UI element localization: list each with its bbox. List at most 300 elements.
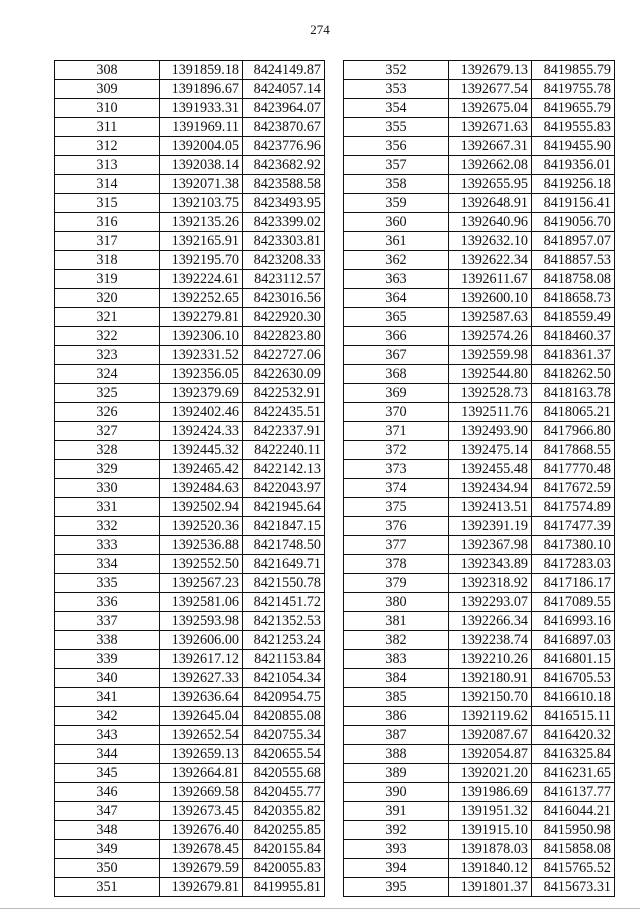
x-coordinate-cell: 1392664.81 bbox=[160, 764, 243, 783]
y-coordinate-cell: 8418658.73 bbox=[532, 289, 615, 308]
x-coordinate-cell: 1392659.13 bbox=[160, 745, 243, 764]
x-coordinate-cell: 1392669.58 bbox=[160, 783, 243, 802]
y-coordinate-cell: 8420055.83 bbox=[243, 859, 325, 878]
point-number-cell: 328 bbox=[55, 441, 160, 460]
point-number-cell: 368 bbox=[344, 365, 449, 384]
point-number-cell: 327 bbox=[55, 422, 160, 441]
table-row bbox=[55, 61, 325, 80]
table-row bbox=[55, 441, 325, 460]
table-row bbox=[344, 821, 615, 840]
table-row bbox=[344, 156, 615, 175]
table-row bbox=[55, 384, 325, 403]
x-coordinate-cell: 1392511.76 bbox=[449, 403, 532, 422]
point-number-cell: 394 bbox=[344, 859, 449, 878]
y-coordinate-cell: 8417380.10 bbox=[532, 536, 615, 555]
point-number-cell: 383 bbox=[344, 650, 449, 669]
x-coordinate-cell: 1392165.91 bbox=[160, 232, 243, 251]
y-coordinate-cell: 8417574.89 bbox=[532, 498, 615, 517]
point-number-cell: 384 bbox=[344, 669, 449, 688]
y-coordinate-cell: 8419056.70 bbox=[532, 213, 615, 232]
point-number-cell: 350 bbox=[55, 859, 160, 878]
x-coordinate-cell: 1392318.92 bbox=[449, 574, 532, 593]
y-coordinate-cell: 8422727.06 bbox=[243, 346, 325, 365]
point-number-cell: 336 bbox=[55, 593, 160, 612]
y-coordinate-cell: 8419955.81 bbox=[243, 878, 325, 897]
x-coordinate-cell: 1392004.05 bbox=[160, 137, 243, 156]
point-number-cell: 356 bbox=[344, 137, 449, 156]
table-row bbox=[344, 99, 615, 118]
point-number-cell: 342 bbox=[55, 707, 160, 726]
x-coordinate-cell: 1392402.46 bbox=[160, 403, 243, 422]
x-coordinate-cell: 1391896.67 bbox=[160, 80, 243, 99]
x-coordinate-cell: 1392528.73 bbox=[449, 384, 532, 403]
x-coordinate-cell: 1391933.31 bbox=[160, 99, 243, 118]
y-coordinate-cell: 8416325.84 bbox=[532, 745, 615, 764]
y-coordinate-cell: 8415673.31 bbox=[532, 878, 615, 897]
y-coordinate-cell: 8416231.65 bbox=[532, 764, 615, 783]
table-row bbox=[55, 764, 325, 783]
y-coordinate-cell: 8418957.07 bbox=[532, 232, 615, 251]
table-row bbox=[344, 118, 615, 137]
point-number-cell: 391 bbox=[344, 802, 449, 821]
y-coordinate-cell: 8417186.17 bbox=[532, 574, 615, 593]
point-number-cell: 366 bbox=[344, 327, 449, 346]
x-coordinate-cell: 1392391.19 bbox=[449, 517, 532, 536]
y-coordinate-cell: 8416993.16 bbox=[532, 612, 615, 631]
coordinates-table-left bbox=[54, 60, 325, 897]
x-coordinate-cell: 1392224.61 bbox=[160, 270, 243, 289]
table-row bbox=[55, 536, 325, 555]
point-number-cell: 339 bbox=[55, 650, 160, 669]
x-coordinate-cell: 1392627.33 bbox=[160, 669, 243, 688]
table-row bbox=[344, 365, 615, 384]
table-row bbox=[344, 327, 615, 346]
y-coordinate-cell: 8422337.91 bbox=[243, 422, 325, 441]
y-coordinate-cell: 8416610.18 bbox=[532, 688, 615, 707]
point-number-cell: 308 bbox=[55, 61, 160, 80]
table-row bbox=[55, 745, 325, 764]
table-row bbox=[344, 308, 615, 327]
table-row bbox=[344, 593, 615, 612]
table-row bbox=[55, 156, 325, 175]
point-number-cell: 363 bbox=[344, 270, 449, 289]
y-coordinate-cell: 8416515.11 bbox=[532, 707, 615, 726]
table-row bbox=[55, 479, 325, 498]
table-row bbox=[344, 669, 615, 688]
point-number-cell: 376 bbox=[344, 517, 449, 536]
point-number-cell: 347 bbox=[55, 802, 160, 821]
x-coordinate-cell: 1392252.65 bbox=[160, 289, 243, 308]
y-coordinate-cell: 8420255.85 bbox=[243, 821, 325, 840]
x-coordinate-cell: 1392587.63 bbox=[449, 308, 532, 327]
y-coordinate-cell: 8422435.51 bbox=[243, 403, 325, 422]
x-coordinate-cell: 1392021.20 bbox=[449, 764, 532, 783]
point-number-cell: 310 bbox=[55, 99, 160, 118]
y-coordinate-cell: 8420455.77 bbox=[243, 783, 325, 802]
point-number-cell: 353 bbox=[344, 80, 449, 99]
table-row bbox=[55, 821, 325, 840]
x-coordinate-cell: 1392655.95 bbox=[449, 175, 532, 194]
point-number-cell: 330 bbox=[55, 479, 160, 498]
y-coordinate-cell: 8421352.53 bbox=[243, 612, 325, 631]
point-number-cell: 357 bbox=[344, 156, 449, 175]
point-number-cell: 388 bbox=[344, 745, 449, 764]
table-row bbox=[344, 270, 615, 289]
table-row bbox=[55, 422, 325, 441]
y-coordinate-cell: 8416420.32 bbox=[532, 726, 615, 745]
x-coordinate-cell: 1392536.88 bbox=[160, 536, 243, 555]
point-number-cell: 369 bbox=[344, 384, 449, 403]
table-row bbox=[344, 346, 615, 365]
y-coordinate-cell: 8423112.57 bbox=[243, 270, 325, 289]
point-number-cell: 375 bbox=[344, 498, 449, 517]
x-coordinate-cell: 1392662.08 bbox=[449, 156, 532, 175]
x-coordinate-cell: 1392150.70 bbox=[449, 688, 532, 707]
table-row bbox=[344, 688, 615, 707]
point-number-cell: 335 bbox=[55, 574, 160, 593]
x-coordinate-cell: 1392465.42 bbox=[160, 460, 243, 479]
point-number-cell: 312 bbox=[55, 137, 160, 156]
point-number-cell: 382 bbox=[344, 631, 449, 650]
x-coordinate-cell: 1392195.70 bbox=[160, 251, 243, 270]
point-number-cell: 346 bbox=[55, 783, 160, 802]
table-row bbox=[344, 536, 615, 555]
y-coordinate-cell: 8421649.71 bbox=[243, 555, 325, 574]
y-coordinate-cell: 8422532.91 bbox=[243, 384, 325, 403]
y-coordinate-cell: 8423399.02 bbox=[243, 213, 325, 232]
point-number-cell: 359 bbox=[344, 194, 449, 213]
y-coordinate-cell: 8421451.72 bbox=[243, 593, 325, 612]
table-row bbox=[344, 403, 615, 422]
point-number-cell: 349 bbox=[55, 840, 160, 859]
point-number-cell: 362 bbox=[344, 251, 449, 270]
table-row bbox=[55, 593, 325, 612]
x-coordinate-cell: 1392667.31 bbox=[449, 137, 532, 156]
table-row bbox=[55, 840, 325, 859]
point-number-cell: 322 bbox=[55, 327, 160, 346]
table-row bbox=[55, 346, 325, 365]
x-coordinate-cell: 1392413.51 bbox=[449, 498, 532, 517]
x-coordinate-cell: 1392622.34 bbox=[449, 251, 532, 270]
x-coordinate-cell: 1391951.32 bbox=[449, 802, 532, 821]
table-row bbox=[55, 175, 325, 194]
y-coordinate-cell: 8422630.09 bbox=[243, 365, 325, 384]
y-coordinate-cell: 8418559.49 bbox=[532, 308, 615, 327]
table-row bbox=[344, 726, 615, 745]
x-coordinate-cell: 1392673.45 bbox=[160, 802, 243, 821]
x-coordinate-cell: 1392180.91 bbox=[449, 669, 532, 688]
y-coordinate-cell: 8421945.64 bbox=[243, 498, 325, 517]
x-coordinate-cell: 1392675.04 bbox=[449, 99, 532, 118]
point-number-cell: 325 bbox=[55, 384, 160, 403]
x-coordinate-cell: 1392475.14 bbox=[449, 441, 532, 460]
y-coordinate-cell: 8421847.15 bbox=[243, 517, 325, 536]
table-row bbox=[344, 498, 615, 517]
y-coordinate-cell: 8420855.08 bbox=[243, 707, 325, 726]
point-number-cell: 360 bbox=[344, 213, 449, 232]
y-coordinate-cell: 8421550.78 bbox=[243, 574, 325, 593]
point-number-cell: 343 bbox=[55, 726, 160, 745]
point-number-cell: 392 bbox=[344, 821, 449, 840]
x-coordinate-cell: 1392559.98 bbox=[449, 346, 532, 365]
x-coordinate-cell: 1392520.36 bbox=[160, 517, 243, 536]
point-number-cell: 377 bbox=[344, 536, 449, 555]
x-coordinate-cell: 1392679.13 bbox=[449, 61, 532, 80]
x-coordinate-cell: 1392038.14 bbox=[160, 156, 243, 175]
y-coordinate-cell: 8421253.24 bbox=[243, 631, 325, 650]
y-coordinate-cell: 8419755.78 bbox=[532, 80, 615, 99]
y-coordinate-cell: 8419655.79 bbox=[532, 99, 615, 118]
table-row bbox=[55, 194, 325, 213]
y-coordinate-cell: 8416897.03 bbox=[532, 631, 615, 650]
x-coordinate-cell: 1392356.05 bbox=[160, 365, 243, 384]
y-coordinate-cell: 8417477.39 bbox=[532, 517, 615, 536]
x-coordinate-cell: 1392645.04 bbox=[160, 707, 243, 726]
y-coordinate-cell: 8416801.15 bbox=[532, 650, 615, 669]
x-coordinate-cell: 1392087.67 bbox=[449, 726, 532, 745]
x-coordinate-cell: 1392652.54 bbox=[160, 726, 243, 745]
point-number-cell: 358 bbox=[344, 175, 449, 194]
table-row bbox=[55, 80, 325, 99]
x-coordinate-cell: 1391986.69 bbox=[449, 783, 532, 802]
x-coordinate-cell: 1392054.87 bbox=[449, 745, 532, 764]
y-coordinate-cell: 8422043.97 bbox=[243, 479, 325, 498]
y-coordinate-cell: 8419356.01 bbox=[532, 156, 615, 175]
x-coordinate-cell: 1392331.52 bbox=[160, 346, 243, 365]
x-coordinate-cell: 1392266.34 bbox=[449, 612, 532, 631]
point-number-cell: 311 bbox=[55, 118, 160, 137]
table-row bbox=[55, 327, 325, 346]
x-coordinate-cell: 1392617.12 bbox=[160, 650, 243, 669]
x-coordinate-cell: 1391801.37 bbox=[449, 878, 532, 897]
table-row bbox=[55, 517, 325, 536]
y-coordinate-cell: 8416137.77 bbox=[532, 783, 615, 802]
table-row bbox=[55, 403, 325, 422]
point-number-cell: 334 bbox=[55, 555, 160, 574]
x-coordinate-cell: 1392567.23 bbox=[160, 574, 243, 593]
point-number-cell: 315 bbox=[55, 194, 160, 213]
y-coordinate-cell: 8417089.55 bbox=[532, 593, 615, 612]
x-coordinate-cell: 1392103.75 bbox=[160, 194, 243, 213]
y-coordinate-cell: 8420755.34 bbox=[243, 726, 325, 745]
table-row bbox=[55, 213, 325, 232]
y-coordinate-cell: 8417868.55 bbox=[532, 441, 615, 460]
point-number-cell: 373 bbox=[344, 460, 449, 479]
page-bottom-divider bbox=[0, 908, 640, 909]
table-row bbox=[55, 137, 325, 156]
y-coordinate-cell: 8420555.68 bbox=[243, 764, 325, 783]
y-coordinate-cell: 8418460.37 bbox=[532, 327, 615, 346]
y-coordinate-cell: 8417966.80 bbox=[532, 422, 615, 441]
point-number-cell: 379 bbox=[344, 574, 449, 593]
x-coordinate-cell: 1392632.10 bbox=[449, 232, 532, 251]
y-coordinate-cell: 8419855.79 bbox=[532, 61, 615, 80]
table-row bbox=[344, 441, 615, 460]
point-number-cell: 354 bbox=[344, 99, 449, 118]
table-row bbox=[55, 308, 325, 327]
y-coordinate-cell: 8418163.78 bbox=[532, 384, 615, 403]
y-coordinate-cell: 8416044.21 bbox=[532, 802, 615, 821]
table-row bbox=[55, 555, 325, 574]
y-coordinate-cell: 8421748.50 bbox=[243, 536, 325, 555]
point-number-cell: 344 bbox=[55, 745, 160, 764]
x-coordinate-cell: 1392502.94 bbox=[160, 498, 243, 517]
table-row bbox=[344, 61, 615, 80]
point-number-cell: 341 bbox=[55, 688, 160, 707]
x-coordinate-cell: 1392611.67 bbox=[449, 270, 532, 289]
table-row bbox=[344, 384, 615, 403]
y-coordinate-cell: 8422142.13 bbox=[243, 460, 325, 479]
x-coordinate-cell: 1392293.07 bbox=[449, 593, 532, 612]
table-row bbox=[344, 650, 615, 669]
x-coordinate-cell: 1391915.10 bbox=[449, 821, 532, 840]
y-coordinate-cell: 8422240.11 bbox=[243, 441, 325, 460]
x-coordinate-cell: 1392648.91 bbox=[449, 194, 532, 213]
point-number-cell: 390 bbox=[344, 783, 449, 802]
table-row bbox=[55, 688, 325, 707]
point-number-cell: 386 bbox=[344, 707, 449, 726]
x-coordinate-cell: 1392606.00 bbox=[160, 631, 243, 650]
x-coordinate-cell: 1392119.62 bbox=[449, 707, 532, 726]
table-row bbox=[344, 859, 615, 878]
table-row bbox=[344, 232, 615, 251]
y-coordinate-cell: 8423682.92 bbox=[243, 156, 325, 175]
table-row bbox=[344, 289, 615, 308]
y-coordinate-cell: 8423303.81 bbox=[243, 232, 325, 251]
table-row bbox=[55, 99, 325, 118]
point-number-cell: 370 bbox=[344, 403, 449, 422]
x-coordinate-cell: 1392279.81 bbox=[160, 308, 243, 327]
table-row bbox=[344, 574, 615, 593]
y-coordinate-cell: 8423208.33 bbox=[243, 251, 325, 270]
y-coordinate-cell: 8420954.75 bbox=[243, 688, 325, 707]
point-number-cell: 387 bbox=[344, 726, 449, 745]
table-row bbox=[344, 175, 615, 194]
table-row bbox=[55, 650, 325, 669]
table-row bbox=[55, 878, 325, 897]
point-number-cell: 395 bbox=[344, 878, 449, 897]
x-coordinate-cell: 1392574.26 bbox=[449, 327, 532, 346]
x-coordinate-cell: 1392552.50 bbox=[160, 555, 243, 574]
table-row bbox=[344, 631, 615, 650]
coordinates-table-right bbox=[343, 60, 615, 897]
x-coordinate-cell: 1391840.12 bbox=[449, 859, 532, 878]
table-row bbox=[55, 232, 325, 251]
point-number-cell: 309 bbox=[55, 80, 160, 99]
point-number-cell: 381 bbox=[344, 612, 449, 631]
x-coordinate-cell: 1392581.06 bbox=[160, 593, 243, 612]
point-number-cell: 337 bbox=[55, 612, 160, 631]
table-row bbox=[344, 612, 615, 631]
y-coordinate-cell: 8422920.30 bbox=[243, 308, 325, 327]
point-number-cell: 351 bbox=[55, 878, 160, 897]
table-row bbox=[344, 840, 615, 859]
y-coordinate-cell: 8423493.95 bbox=[243, 194, 325, 213]
y-coordinate-cell: 8418262.50 bbox=[532, 365, 615, 384]
point-number-cell: 321 bbox=[55, 308, 160, 327]
table-row bbox=[344, 707, 615, 726]
x-coordinate-cell: 1392306.10 bbox=[160, 327, 243, 346]
point-number-cell: 374 bbox=[344, 479, 449, 498]
table-row bbox=[55, 612, 325, 631]
table-row bbox=[344, 555, 615, 574]
table-row bbox=[55, 783, 325, 802]
point-number-cell: 338 bbox=[55, 631, 160, 650]
x-coordinate-cell: 1392636.64 bbox=[160, 688, 243, 707]
point-number-cell: 326 bbox=[55, 403, 160, 422]
table-row bbox=[344, 213, 615, 232]
point-number-cell: 355 bbox=[344, 118, 449, 137]
x-coordinate-cell: 1392367.98 bbox=[449, 536, 532, 555]
point-number-cell: 318 bbox=[55, 251, 160, 270]
y-coordinate-cell: 8421153.84 bbox=[243, 650, 325, 669]
table-row bbox=[55, 498, 325, 517]
y-coordinate-cell: 8424057.14 bbox=[243, 80, 325, 99]
point-number-cell: 332 bbox=[55, 517, 160, 536]
x-coordinate-cell: 1391969.11 bbox=[160, 118, 243, 137]
point-number-cell: 393 bbox=[344, 840, 449, 859]
point-number-cell: 378 bbox=[344, 555, 449, 574]
x-coordinate-cell: 1392671.63 bbox=[449, 118, 532, 137]
table-row bbox=[344, 251, 615, 270]
point-number-cell: 319 bbox=[55, 270, 160, 289]
y-coordinate-cell: 8423016.56 bbox=[243, 289, 325, 308]
x-coordinate-cell: 1391878.03 bbox=[449, 840, 532, 859]
table-row bbox=[344, 783, 615, 802]
y-coordinate-cell: 8423588.58 bbox=[243, 175, 325, 194]
table-row bbox=[344, 479, 615, 498]
x-coordinate-cell: 1392484.63 bbox=[160, 479, 243, 498]
table-row bbox=[55, 118, 325, 137]
y-coordinate-cell: 8415765.52 bbox=[532, 859, 615, 878]
table-row bbox=[55, 669, 325, 688]
y-coordinate-cell: 8418361.37 bbox=[532, 346, 615, 365]
page-number: 274 bbox=[310, 22, 330, 37]
point-number-cell: 364 bbox=[344, 289, 449, 308]
x-coordinate-cell: 1392493.90 bbox=[449, 422, 532, 441]
point-number-cell: 316 bbox=[55, 213, 160, 232]
y-coordinate-cell: 8424149.87 bbox=[243, 61, 325, 80]
y-coordinate-cell: 8420155.84 bbox=[243, 840, 325, 859]
x-coordinate-cell: 1392600.10 bbox=[449, 289, 532, 308]
x-coordinate-cell: 1392343.89 bbox=[449, 555, 532, 574]
y-coordinate-cell: 8418857.53 bbox=[532, 251, 615, 270]
point-number-cell: 317 bbox=[55, 232, 160, 251]
point-number-cell: 352 bbox=[344, 61, 449, 80]
y-coordinate-cell: 8417672.59 bbox=[532, 479, 615, 498]
table-row bbox=[344, 802, 615, 821]
table-row bbox=[344, 517, 615, 536]
table-row bbox=[55, 574, 325, 593]
point-number-cell: 365 bbox=[344, 308, 449, 327]
y-coordinate-cell: 8422823.80 bbox=[243, 327, 325, 346]
table-row bbox=[344, 422, 615, 441]
x-coordinate-cell: 1392677.54 bbox=[449, 80, 532, 99]
y-coordinate-cell: 8423870.67 bbox=[243, 118, 325, 137]
table-row bbox=[55, 251, 325, 270]
y-coordinate-cell: 8419256.18 bbox=[532, 175, 615, 194]
table-row bbox=[344, 137, 615, 156]
y-coordinate-cell: 8423776.96 bbox=[243, 137, 325, 156]
x-coordinate-cell: 1392678.45 bbox=[160, 840, 243, 859]
table-row bbox=[344, 878, 615, 897]
y-coordinate-cell: 8420655.54 bbox=[243, 745, 325, 764]
table-row bbox=[55, 726, 325, 745]
point-number-cell: 323 bbox=[55, 346, 160, 365]
x-coordinate-cell: 1392679.81 bbox=[160, 878, 243, 897]
table-row bbox=[344, 460, 615, 479]
point-number-cell: 385 bbox=[344, 688, 449, 707]
